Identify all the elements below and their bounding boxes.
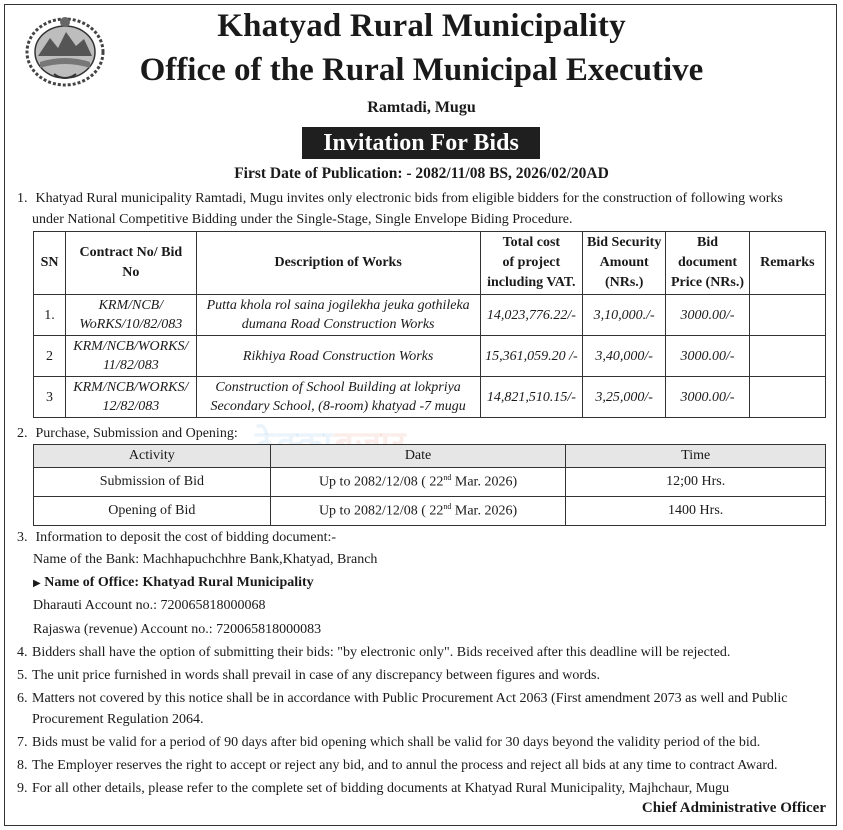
clause-number: 3.: [17, 530, 28, 545]
activity-table: [33, 444, 826, 526]
header-document-line2: document: [677, 255, 738, 270]
cell-activity: Opening of Bid: [34, 497, 271, 526]
cell-remarks: [749, 377, 825, 418]
cell-security: 3,40,000/-: [583, 336, 666, 377]
cell-price: 3000.00/-: [666, 377, 749, 418]
cell-price: 3000.00/-: [666, 295, 749, 336]
section-deposit: [17, 527, 829, 548]
clause-number: 2.: [17, 426, 28, 441]
clause-number: 8.: [17, 758, 28, 773]
clause-text: For all other details, please refer to the complete set of bidding documents at Khatyad Rural Municipality, Majhchaur, Mugu: [32, 781, 730, 796]
clause-9: [17, 778, 829, 799]
cell-description: Rikhiya Road Construction Works: [196, 336, 480, 377]
header-contract: [66, 232, 196, 295]
bank-name: Name of the Bank: Machhapuchchhre Bank,Khatyad, Branch: [33, 552, 378, 567]
cell-sn: 3: [34, 377, 66, 418]
intro-text-line2: under National Competitive Bidding under the Single-Stage, Single Envelope Biding Procedure.: [32, 212, 573, 227]
cell-contract-line1: KRM/NCB/: [98, 298, 164, 313]
clause-7: [17, 732, 829, 753]
cell-activity: Submission of Bid: [34, 468, 271, 497]
cell-contract-line2: WoRKS/10/82/083: [79, 317, 183, 332]
intro-text-line1: Khatyad Rural municipality Ramtadi, Mugu invites only electronic bids from eligible bidders for the construction of following works: [35, 191, 783, 206]
header-sn: SN: [34, 232, 66, 295]
date-suffix: nd: [443, 502, 452, 512]
header-time: Time: [566, 445, 826, 468]
intro-clause: [17, 188, 829, 230]
clause-number: 7.: [17, 735, 28, 750]
date-text: Up to 2082/12/08 ( 22: [318, 503, 444, 519]
section-deposit-text: Information to deposit the cost of bidding document:-: [35, 530, 337, 545]
cell-description-line2: dumana Road Construction Works: [241, 317, 435, 332]
cell-remarks: [749, 336, 825, 377]
municipality-name: Khatyad Rural Municipality: [217, 8, 626, 44]
rajaswa-account: Rajaswa (revenue) Account no.: 720065818000083: [33, 622, 322, 637]
clause-text: The Employer reserves the right to accept or reject any bid, and to annul the process and reject all bids at any time to contract Award.: [32, 758, 778, 773]
triangle-right-icon: ▶: [33, 578, 41, 589]
clause-number: 4.: [17, 645, 28, 660]
header-contract-line2: No: [122, 265, 140, 280]
cell-cost: 14,023,776.22/-: [480, 295, 582, 336]
cell-date: [270, 497, 566, 526]
clause-text-line2: Procurement Regulation 2064.: [32, 712, 204, 727]
cell-sn: 1.: [34, 295, 66, 336]
clause-4: [17, 642, 829, 663]
clause-number: 5.: [17, 668, 28, 683]
date-suffix: nd: [443, 473, 452, 483]
cell-description: [196, 377, 480, 418]
cell-cost: 14,821,510.15/-: [480, 377, 582, 418]
cell-cost: 15,361,059.20 /-: [480, 336, 582, 377]
table-row: [34, 377, 826, 418]
cell-security: 3,10,000./-: [583, 295, 666, 336]
dharauti-account: Dharauti Account no.: 720065818000068: [33, 598, 266, 613]
header-activity: Activity: [34, 445, 271, 468]
signature: Chief Administrative Officer: [641, 800, 826, 816]
header-remarks: Remarks: [749, 232, 825, 295]
cell-contract: [66, 295, 196, 336]
table-row: [34, 497, 826, 526]
table-row: [34, 468, 826, 497]
office-name-line: [33, 575, 314, 591]
cell-description-line1: Putta khola rol saina jogilekha jeuka gothileka: [206, 298, 470, 313]
office-address: Ramtadi, Mugu: [367, 99, 476, 116]
clause-5: [17, 665, 829, 686]
header-security-line1: Bid Security: [587, 235, 662, 250]
header-security-line2: Amount: [599, 255, 649, 270]
header-cost: [480, 232, 582, 295]
cell-description: [196, 295, 480, 336]
activity-table-header: [34, 445, 826, 468]
header-document-price: [666, 232, 749, 295]
cell-description-line2: Secondary School, (8-room) khatyad -7 mugu: [210, 399, 466, 414]
date-month: Mar. 2026): [451, 503, 518, 519]
clause-text: Bids must be valid for a period of 90 days after bid opening which shall be valid for 30 days beyond the validity period of the bid.: [32, 735, 761, 750]
cell-contract-line1: KRM/NCB/WORKS/: [73, 380, 189, 395]
clause-text: The unit price furnished in words shall prevail in case of any discrepancy between figures and words.: [32, 668, 600, 683]
header-security: [583, 232, 666, 295]
cell-description-line1: Construction of School Building at lokpriya: [215, 380, 461, 395]
header-document-line3: Price (NRs.): [670, 275, 745, 290]
table-row: [34, 295, 826, 336]
clause-8: [17, 755, 829, 776]
clause-number: 1.: [17, 191, 28, 206]
clause-number: 6.: [17, 691, 28, 706]
clause-text: Bidders shall have the option of submitting their bids: "by electronic only". Bids received after this deadline will be rejected.: [32, 645, 731, 660]
cell-time: 1400 Hrs.: [566, 497, 826, 526]
cell-date: [270, 468, 566, 497]
section-purchase-text: Purchase, Submission and Opening:: [35, 426, 238, 441]
cell-security: 3,25,000/-: [583, 377, 666, 418]
bids-table-header: [34, 232, 826, 295]
header-cost-line2: of project: [502, 255, 561, 270]
office-name: Office of the Rural Municipal Executive: [139, 52, 704, 88]
header-date: Date: [270, 445, 566, 468]
cell-contract-line2: 12/82/083: [102, 399, 160, 414]
cell-contract-line1: KRM/NCB/WORKS/: [73, 339, 189, 354]
date-month: Mar. 2026): [451, 474, 518, 490]
notice-title: Invitation For Bids: [302, 127, 540, 159]
cell-contract: [66, 336, 196, 377]
cell-price: 3000.00/-: [666, 336, 749, 377]
section-purchase: [17, 423, 829, 444]
cell-remarks: [749, 295, 825, 336]
date-text: Up to 2082/12/08 ( 22: [318, 474, 444, 490]
office-name-text: Name of Office: Khatyad Rural Municipality: [44, 575, 314, 590]
bids-table: [33, 231, 826, 418]
header-description: Description of Works: [196, 232, 480, 295]
clause-number: 9.: [17, 781, 28, 796]
header-cost-line1: Total cost: [502, 235, 561, 250]
header-cost-line3: including VAT.: [487, 275, 576, 290]
clause-6: [17, 688, 829, 730]
table-row: [34, 336, 826, 377]
cell-sn: 2: [34, 336, 66, 377]
cell-contract: [66, 377, 196, 418]
clause-text: Matters not covered by this notice shall be in accordance with Public Procurement Act 2063 (First amendment 2073 as well and Public: [32, 691, 788, 706]
cell-contract-line2: 11/82/083: [102, 358, 159, 373]
header-contract-line1: Contract No/ Bid: [79, 245, 183, 260]
cell-time: 12;00 Hrs.: [566, 468, 826, 497]
publication-date: First Date of Publication: - 2082/11/08 BS, 2026/02/20AD: [234, 165, 609, 182]
header-security-line3: (NRs.): [604, 275, 644, 290]
header-document-line1: Bid: [696, 235, 718, 250]
